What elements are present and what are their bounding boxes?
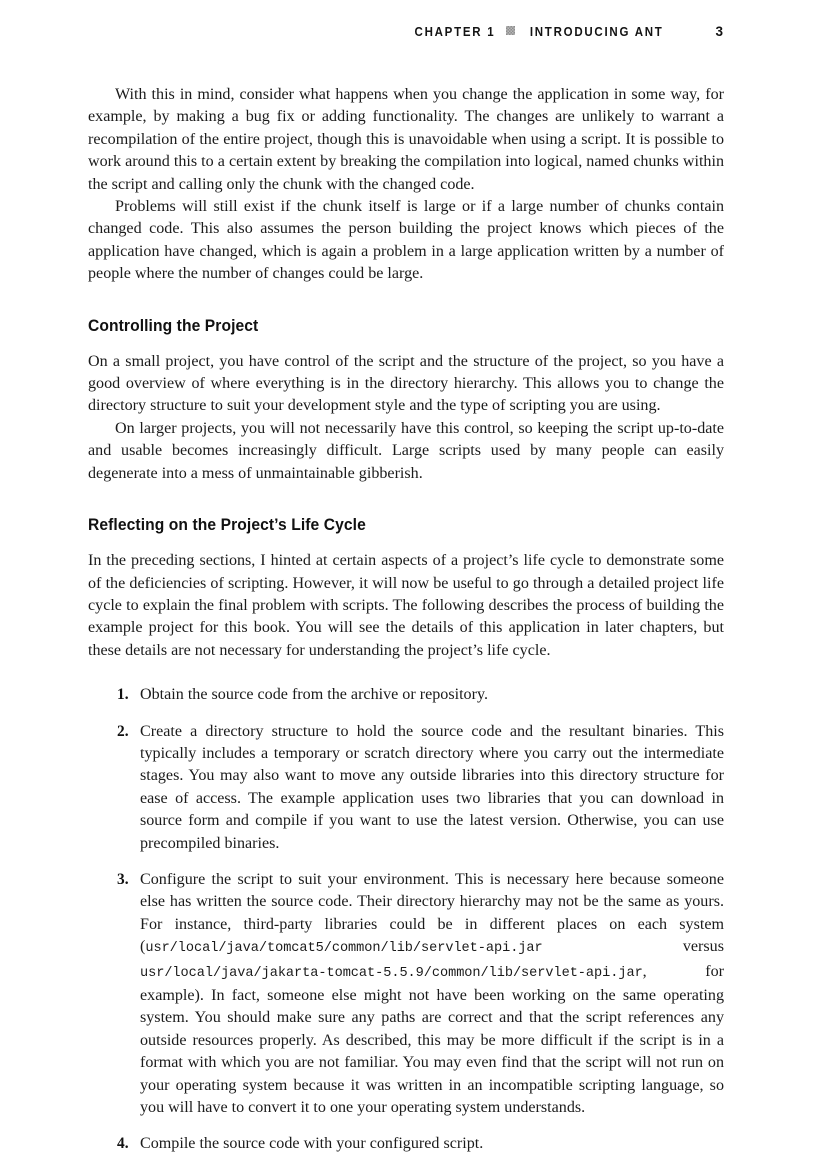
- list-item-text-part-2: versus: [542, 938, 724, 956]
- spacer: [88, 662, 724, 684]
- list-item-text-part-1: Configure the script to suit your environment. This is necessary here because someone else has written the source code. Their directory hierarchy may not be the same as yours. For instance, third-party libraries could be in different places on each system (: [140, 870, 724, 956]
- list-item-text-part-3: , for example). In fact, someone else might not have been working on the same operating system. You should make sure any paths are correct and that the script references any outside resources properly. As described, this may be more difficult if the script is in a format with which you are not familiar. You may even find that the script will not run on your operating system because it was written in an incompatible scripting language, so you will have to convert it to one your operating system understands.: [140, 962, 724, 1117]
- list-item-text: Create a directory structure to hold the source code and the resultant binaries. This typically includes a temporary or scratch directory where you carry out the intermediate stages. You may also want to move any outside libraries into this directory structure for ease of access. The example application uses two libraries that you can download in source form and compile if you want to use the latest version. Otherwise, you can use precompiled binaries.: [140, 722, 724, 852]
- code-path-tomcat5: usr/local/java/tomcat5/common/lib/servlet-api.jar: [145, 941, 543, 957]
- spacer: [88, 336, 724, 351]
- page-number: 3: [715, 24, 723, 39]
- list-item-number: 4.: [117, 1135, 129, 1153]
- running-head-chapter: CHAPTER 1: [414, 25, 496, 39]
- checkered-square-icon: [506, 26, 515, 35]
- running-head: [88, 24, 723, 39]
- list-item: [88, 869, 724, 1119]
- paragraph-intro-1: With this in mind, consider what happens when you change the application in some way, for example, by making a bug fix or adding functionality. The changes are unlikely to warrant a recompilation of the entire project, though this is unavoidable when using a script. It is possible to work around this to a certain extent by breaking the compilation into logical, named chunks within the script and calling only the chunk with the changed code.: [88, 86, 724, 193]
- running-head-title: INTRODUCING ANT: [529, 25, 664, 39]
- spacer: [88, 286, 724, 316]
- list-item: [88, 721, 724, 855]
- list-item: [88, 1133, 724, 1155]
- section-heading-reflecting-on-life-cycle: Reflecting on the Project’s Life Cycle: [88, 515, 366, 535]
- list-item-text: Obtain the source code from the archive or repository.: [140, 686, 488, 704]
- section-heading-controlling-the-project: Controlling the Project: [88, 315, 259, 335]
- life-cycle-steps-list: [88, 684, 724, 1156]
- paragraph-controlling-1: On a small project, you have control of the script and the structure of the project, so you have a good overview of where everything is in the directory hierarchy. This allows you to change the directory structure to suit your development style and the type of scripting you are using.: [88, 352, 724, 415]
- spacer: [88, 535, 724, 550]
- list-item-number: 3.: [117, 870, 129, 888]
- list-item-text: Compile the source code with your configured script.: [140, 1135, 484, 1153]
- paragraph-intro-2: Problems will still exist if the chunk itself is large or if a large number of chunks contain changed code. This also assumes the person building the project knows which pieces of the application have changed, which is again a problem in a large application written by a number of people where the number of changes could be large.: [88, 198, 724, 283]
- code-path-jakarta-tomcat: usr/local/java/jakarta-tomcat-5.5.9/common/lib/servlet-api.jar: [140, 965, 643, 981]
- list-item-number: 1.: [117, 686, 129, 704]
- paragraph-reflecting-1: In the preceding sections, I hinted at certain aspects of a project’s life cycle to demonstrate some of the deficiencies of scripting. However, it will now be useful to go through a detailed project life cycle to explain the final problem with scripts. The following describes the process of building the example project for this book. You will see the details of this application in later chapters, but these details are not necessary for understanding the project’s life cycle.: [88, 552, 724, 659]
- list-item-number: 2.: [117, 722, 129, 740]
- text-column: [88, 84, 724, 1156]
- list-item: [88, 684, 724, 706]
- spacer: [88, 485, 724, 515]
- paragraph-controlling-2: On larger projects, you will not necessarily have this control, so keeping the script up-to-date and usable becomes increasingly difficult. Large scripts used by many people can easily degenerate into a mess of unmaintainable gibberish.: [88, 419, 724, 482]
